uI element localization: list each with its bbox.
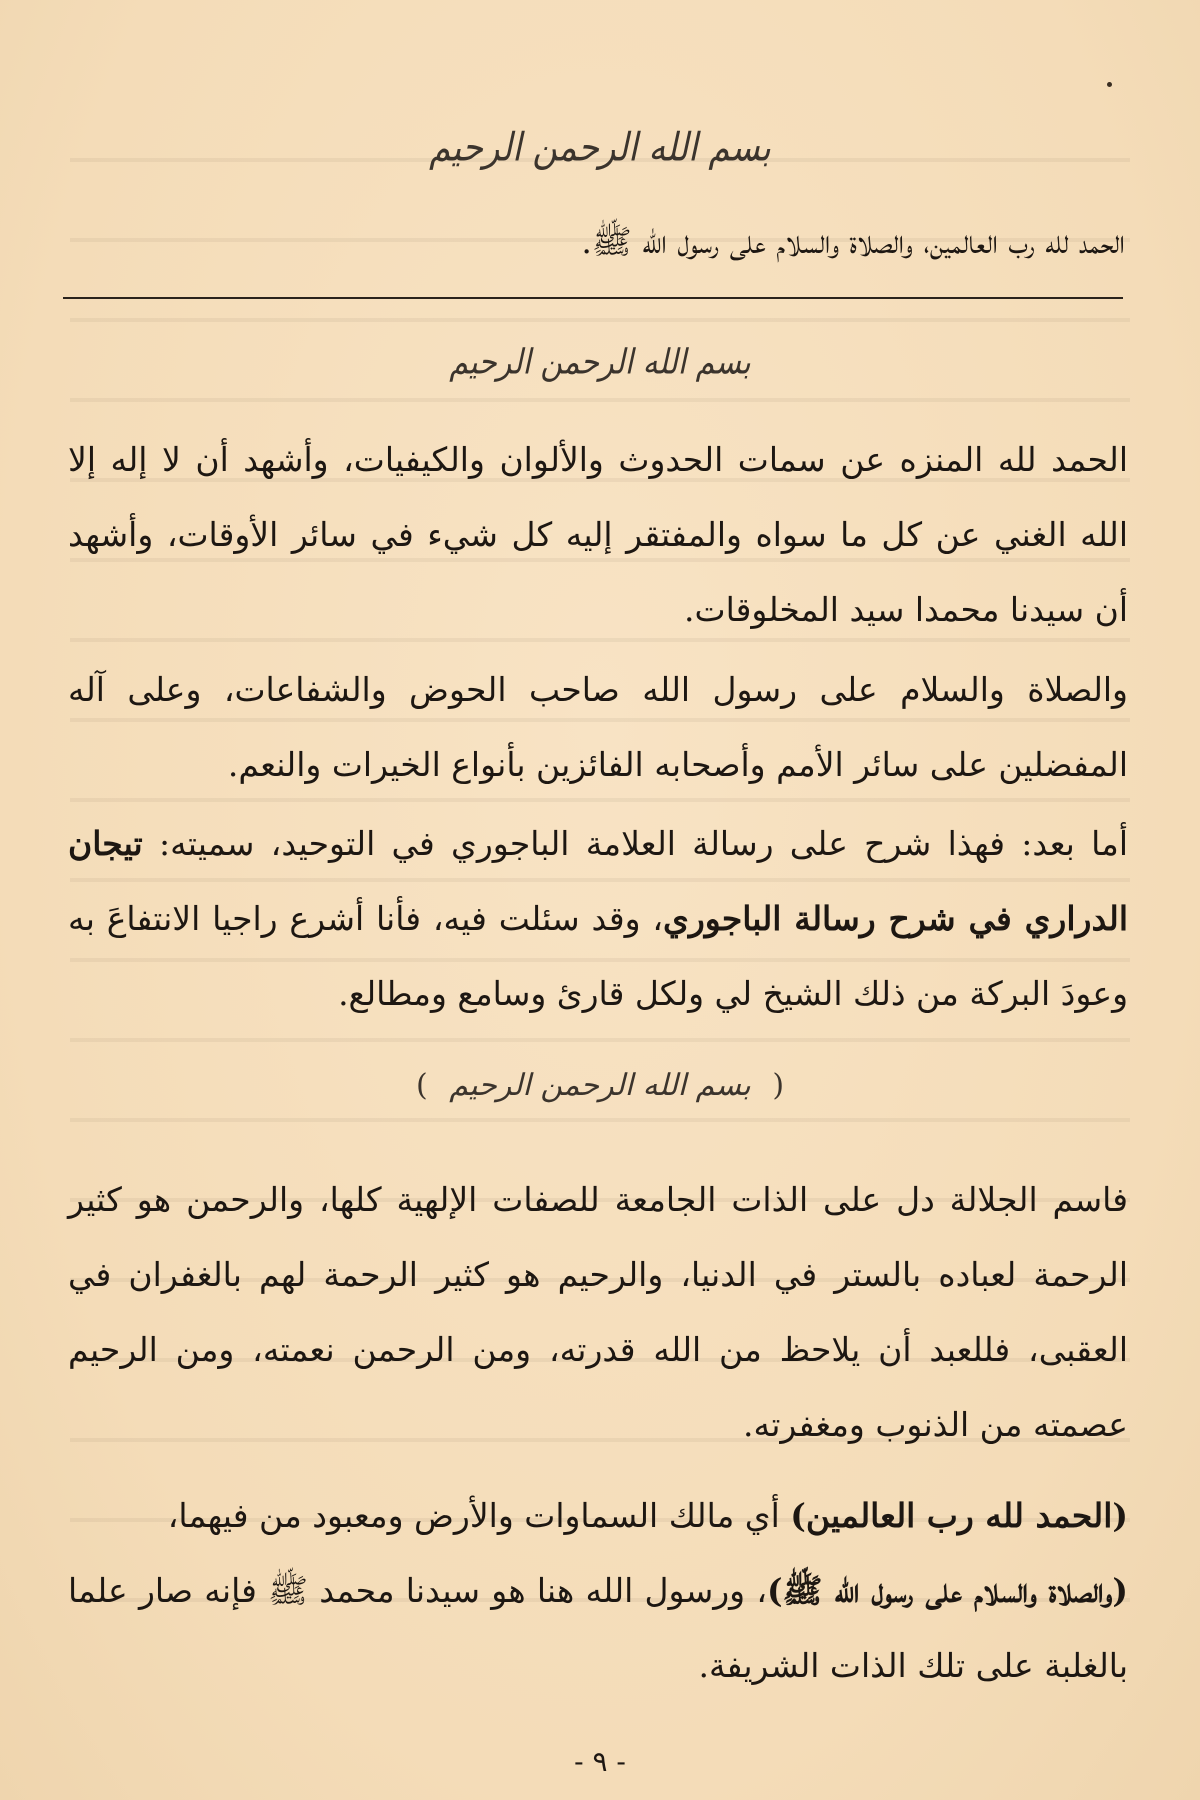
opening-line: الحمد لله رب العالمين، والصلاة والسلام على رسول الله ﷺ. [581, 222, 1125, 261]
header-basmala-calligraphy: بسم الله الرحمن الرحيم [429, 125, 771, 171]
book-title: تيجان الدراري في شرح رسالة الباجوري [68, 824, 1128, 938]
speck [1107, 82, 1112, 87]
paragraph-hamd-commentary [68, 1478, 1128, 1703]
intro-text-end: ، وقد سئلت فيه، فأنا أشرع راجيا الانتفاعَ به وعودَ البركة من ذلك الشيخ لي ولكل قارئ وسامع ومطالع. [68, 899, 1128, 1013]
inline-basmala-calligraphy: بسم الله الرحمن الرحيم [449, 1068, 751, 1103]
section-basmala-calligraphy: بسم الله الرحمن الرحيم [449, 342, 751, 383]
intro-text-start: أما بعد: فهذا شرح على رسالة العلامة الباجوري في التوحيد، سميته: [142, 824, 1128, 863]
paren-open: ( [772, 1068, 785, 1103]
paragraph-praise: الحمد لله المنزه عن سمات الحدوث والألوان والكيفيات، وأشهد أن لا إله إلا الله الغني عن كل ما سواه والمفتقر إليه كل شيء في سائر الأوقات، وأشهد أن سيدنا محمدا سيد المخلوقات. [68, 440, 1128, 629]
hamd-quote: (الحمد لله رب العالمين) [790, 1496, 1128, 1535]
salawat-explanation: ، ورسول الله هنا هو سيدنا محمد ﷺ فإنه صار علما بالغلبة على تلك الذات الشريفة. [68, 1571, 1128, 1685]
paragraph-basmala-commentary: فاسم الجلالة دل على الذات الجامعة للصفات الإلهية كلها، والرحمن هو كثير الرحمة لعباده بالستر في الدنيا، والرحيم هو كثير الرحمة لهم بالغفران في العقبى، فللعبد أن يلاحظ من الله قدرته، ومن الرحمن نعمته، ومن الرحيم عصمته من الذنوب ومغفرته. [68, 1180, 1128, 1444]
commented-basmala [0, 1068, 1200, 1103]
paragraph-salawat: والصلاة والسلام على رسول الله صاحب الحوض والشفاعات، وعلى آله المفضلين على سائر الأمم وأصحابه الفائزين بأنواع الخيرات والنعم. [68, 670, 1128, 784]
paragraph-intro [68, 806, 1128, 1031]
paren-close: ) [415, 1068, 428, 1103]
hamd-explanation: أي مالك السماوات والأرض ومعبود من فيهما، [167, 1496, 791, 1535]
page-number: - ٩ - [574, 1745, 626, 1778]
separator-rule [63, 297, 1123, 299]
salawat-quote: (والصلاة والسلام على رسول الله ﷺ) [766, 1571, 1128, 1610]
